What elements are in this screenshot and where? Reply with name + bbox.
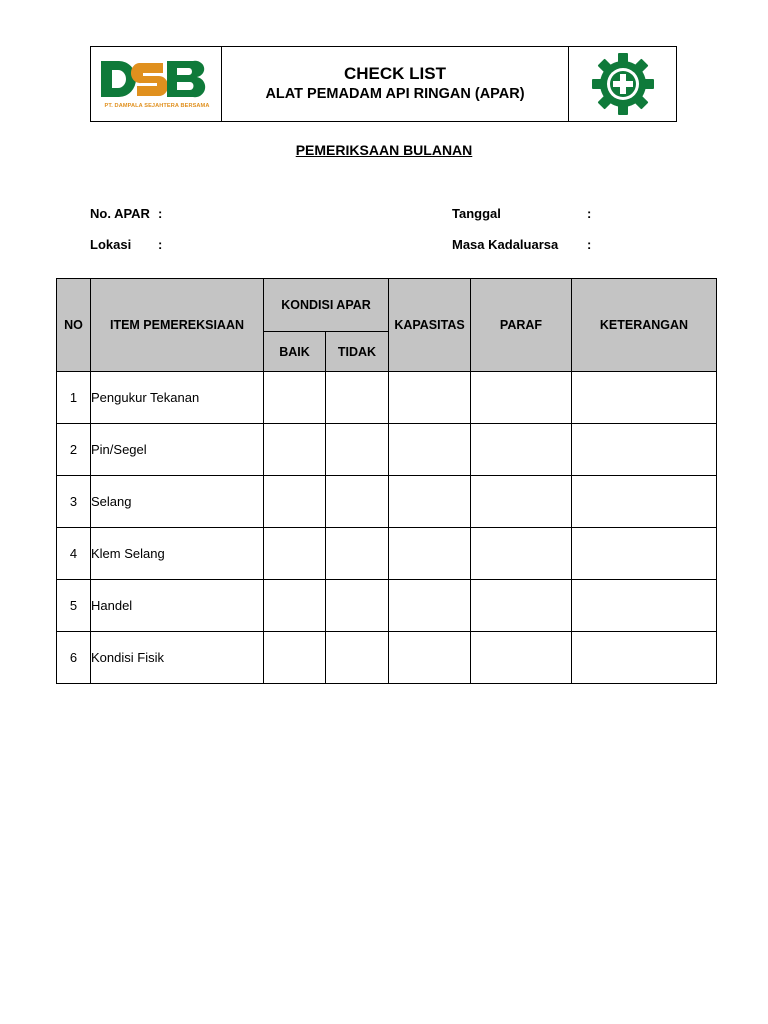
cell-baik[interactable] [264,372,326,424]
cell-paraf[interactable] [471,476,572,528]
cell-kapasitas[interactable] [389,476,471,528]
row-item: Pin/Segel [91,424,264,476]
row-no: 1 [57,372,91,424]
row-item: Kondisi Fisik [91,632,264,684]
cell-baik[interactable] [264,528,326,580]
cell-tidak[interactable] [326,632,389,684]
header-no: NO [57,279,91,372]
row-no: 4 [57,528,91,580]
cell-kapasitas[interactable] [389,632,471,684]
cell-tidak[interactable] [326,424,389,476]
safety-cross-gear-icon [591,52,655,116]
cell-kapasitas[interactable] [389,424,471,476]
logo-cell [91,47,222,121]
cell-keterangan[interactable] [572,372,717,424]
masa-kadaluarsa-label: Masa Kadaluarsa [452,237,559,252]
document-header [90,46,677,122]
title-cell [222,47,569,121]
cell-kapasitas[interactable] [389,372,471,424]
lokasi-colon: : [158,237,163,252]
cell-paraf[interactable] [471,424,572,476]
tanggal-label: Tanggal [452,206,501,221]
cell-paraf[interactable] [471,528,572,580]
header-paraf: PARAF [471,279,572,372]
header-keterangan: KETERANGAN [572,279,717,372]
cell-tidak[interactable] [326,528,389,580]
table-row [57,528,717,580]
cell-keterangan[interactable] [572,632,717,684]
no-apar-colon: : [158,206,163,221]
dsb-logo [99,57,207,101]
table-row [57,632,717,684]
row-no: 6 [57,632,91,684]
row-no: 3 [57,476,91,528]
company-name: PT. DAMPALA SEJAHTERA BERSAMA [104,103,210,109]
tanggal-colon: : [587,206,592,221]
cell-keterangan[interactable] [572,476,717,528]
row-no: 2 [57,424,91,476]
table-row [57,476,717,528]
cell-paraf[interactable] [471,632,572,684]
header-kapasitas: KAPASITAS [389,279,471,372]
emblem-cell [569,47,676,121]
lokasi-label: Lokasi [90,237,132,252]
no-apar-label: No. APAR [90,206,150,221]
checklist-table [56,278,717,684]
masa-kadaluarsa-colon: : [587,237,592,252]
cell-keterangan[interactable] [572,424,717,476]
table-row [57,372,717,424]
row-item: Klem Selang [91,528,264,580]
cell-tidak[interactable] [326,580,389,632]
header-item: ITEM PEMEREKSIAAN [91,279,264,372]
header-tidak: TIDAK [326,332,389,372]
row-item: Handel [91,580,264,632]
section-title: PEMERIKSAAN BULANAN [295,142,473,158]
cell-keterangan[interactable] [572,580,717,632]
row-no: 5 [57,580,91,632]
cell-baik[interactable] [264,580,326,632]
cell-baik[interactable] [264,476,326,528]
cell-keterangan[interactable] [572,528,717,580]
cell-baik[interactable] [264,424,326,476]
cell-kapasitas[interactable] [389,528,471,580]
header-kondisi: KONDISI APAR [264,279,389,332]
cell-paraf[interactable] [471,580,572,632]
cell-kapasitas[interactable] [389,580,471,632]
cell-paraf[interactable] [471,372,572,424]
cell-baik[interactable] [264,632,326,684]
table-row [57,424,717,476]
row-item: Pengukur Tekanan [91,372,264,424]
cell-tidak[interactable] [326,372,389,424]
header-baik: BAIK [264,332,326,372]
document-subtitle: ALAT PEMADAM API RINGAN (APAR) [265,86,525,102]
document-title: CHECK LIST [344,64,446,83]
cell-tidak[interactable] [326,476,389,528]
row-item: Selang [91,476,264,528]
table-row [57,580,717,632]
